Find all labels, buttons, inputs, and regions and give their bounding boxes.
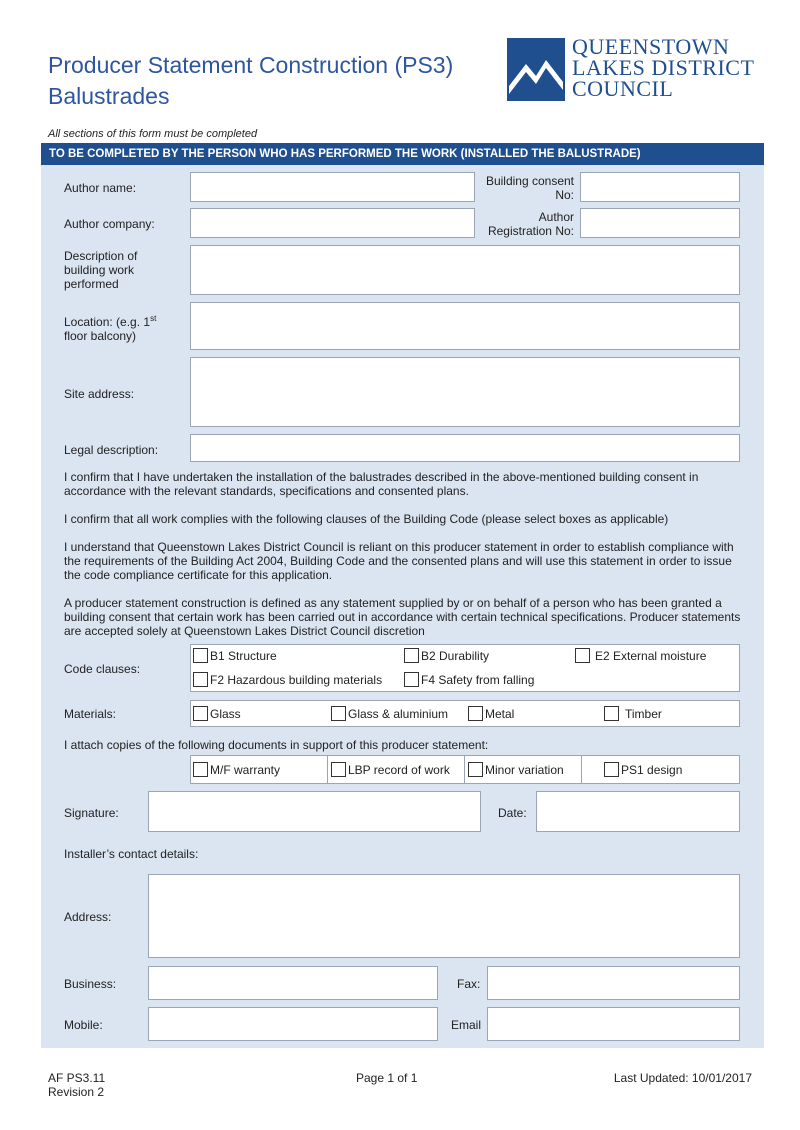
attach-minor-text: Minor variation	[485, 762, 564, 777]
material-metal-text: Metal	[485, 706, 515, 721]
address-input[interactable]	[148, 874, 740, 958]
completion-note: All sections of this form must be completed	[48, 128, 258, 140]
clause-e2-option[interactable]	[575, 648, 706, 663]
date-input[interactable]	[536, 791, 740, 832]
attach-ps1-text: PS1 design	[621, 762, 683, 777]
attach-mf-text: M/F warranty	[210, 762, 281, 777]
attachments-intro: I attach copies of the following documents in support of this producer statement:	[64, 738, 489, 752]
materials-label: Materials:	[64, 707, 117, 721]
page-title-line2: Balustrades	[48, 83, 170, 109]
page-number: Page 1 of 1	[356, 1071, 418, 1085]
material-metal-option[interactable]	[468, 706, 514, 721]
business-label: Business:	[64, 977, 117, 991]
author-registration-input[interactable]	[580, 208, 740, 238]
logo-text-line1: QUEENSTOWN	[572, 34, 730, 59]
fax-input[interactable]	[487, 966, 740, 1000]
date-label: Date:	[498, 806, 527, 820]
building-consent-label-line2: No:	[555, 188, 574, 202]
code-clauses-label: Code clauses:	[64, 662, 141, 676]
mobile-input[interactable]	[148, 1007, 438, 1041]
address-label: Address:	[64, 910, 112, 924]
form-code-text: AF PS3.11	[48, 1071, 106, 1085]
attach-mf-checkbox[interactable]	[193, 762, 208, 777]
building-consent-label	[474, 174, 574, 202]
clause-b1-option[interactable]	[193, 648, 277, 663]
material-glass-aluminium-checkbox[interactable]	[331, 706, 346, 721]
mobile-label: Mobile:	[64, 1018, 103, 1032]
material-metal-checkbox[interactable]	[468, 706, 483, 721]
signature-label: Signature:	[64, 806, 119, 820]
last-updated: Last Updated: 10/01/2017	[613, 1071, 752, 1085]
site-address-label: Site address:	[64, 387, 135, 401]
material-timber-text: Timber	[625, 706, 662, 721]
legal-description-input[interactable]	[190, 434, 740, 462]
material-glass-option[interactable]	[193, 706, 241, 721]
material-glass-text: Glass	[210, 706, 241, 721]
description-label	[64, 249, 137, 291]
statement-compliance: I confirm that all work complies with the following clauses of the Building Code (please select boxes as applicable)	[64, 512, 669, 526]
attach-ps1-option[interactable]	[604, 762, 682, 777]
attach-minor-checkbox[interactable]	[468, 762, 483, 777]
logo-text-line3: COUNCIL	[572, 76, 674, 101]
building-consent-input[interactable]	[580, 172, 740, 202]
clause-f4-option[interactable]	[404, 672, 534, 687]
logo-text-line2: LAKES DISTRICT	[572, 55, 755, 80]
statement-installation: I confirm that I have undertaken the installation of the balustrades described in the above-mentioned building consent in accordance with the relevant standards, specifications and consented plans.	[64, 470, 699, 498]
section-banner: TO BE COMPLETED BY THE PERSON WHO HAS PERFORMED THE WORK (INSTALLED THE BALUSTRADE)	[41, 143, 764, 165]
description-input[interactable]	[190, 245, 740, 295]
clause-b1-checkbox[interactable]	[193, 648, 208, 663]
description-label-line3: performed	[64, 277, 119, 291]
attach-lbp-text: LBP record of work	[348, 762, 450, 777]
clause-e2-checkbox[interactable]	[575, 648, 590, 663]
signature-input[interactable]	[148, 791, 481, 832]
page-title-line1: Producer Statement Construction (PS3)	[48, 52, 454, 78]
clause-b2-checkbox[interactable]	[404, 648, 419, 663]
clause-f2-option[interactable]	[193, 672, 382, 687]
attach-mf-option[interactable]	[193, 762, 280, 777]
location-label-prefix: Location: (e.g. 1	[64, 315, 151, 329]
council-logo	[506, 36, 756, 104]
material-glass-checkbox[interactable]	[193, 706, 208, 721]
location-input[interactable]	[190, 302, 740, 350]
building-consent-label-line1: Building consent	[485, 174, 574, 188]
form-code	[48, 1071, 105, 1099]
material-timber-option[interactable]	[604, 706, 662, 721]
revision-text: Revision 2	[48, 1085, 105, 1099]
location-label-sup: st	[150, 314, 157, 323]
clause-b1-text: B1 Structure	[210, 648, 277, 663]
location-label	[64, 312, 156, 343]
clause-f2-checkbox[interactable]	[193, 672, 208, 687]
business-input[interactable]	[148, 966, 438, 1000]
author-registration-label	[474, 210, 574, 238]
site-address-input[interactable]	[190, 357, 740, 427]
attach-ps1-checkbox[interactable]	[604, 762, 619, 777]
page-title	[48, 50, 453, 112]
clause-e2-text: E2 External moisture	[595, 648, 707, 663]
contact-details-label: Installer’s contact details:	[64, 847, 199, 861]
author-name-input[interactable]	[190, 172, 475, 202]
location-label-line2: floor balcony)	[64, 329, 137, 343]
author-registration-label-line1: Author	[538, 210, 574, 224]
clause-b2-option[interactable]	[404, 648, 489, 663]
author-name-label: Author name:	[64, 181, 137, 195]
clause-f4-text: F4 Safety from falling	[421, 672, 535, 687]
email-label: Email	[451, 1018, 482, 1032]
material-glass-aluminium-text: Glass & aluminium	[348, 706, 449, 721]
author-company-input[interactable]	[190, 208, 475, 238]
clause-f2-text: F2 Hazardous building materials	[210, 672, 383, 687]
author-company-label: Author company:	[64, 217, 155, 231]
description-label-line2: building work	[64, 263, 135, 277]
clause-b2-text: B2 Durability	[421, 648, 490, 663]
statement-reliance: I understand that Queenstown Lakes District Council is reliant on this producer statement in order to establish compliance with the requirements of the Building Act 2004, Building Code and the consented plans and will use this statement in order to issue the code compliance certificate for this application.	[64, 540, 734, 582]
email-input[interactable]	[487, 1007, 740, 1041]
description-label-line1: Description of	[64, 249, 138, 263]
legal-description-label: Legal description:	[64, 443, 159, 457]
material-timber-checkbox[interactable]	[604, 706, 619, 721]
author-registration-label-line2: Registration No:	[487, 224, 574, 238]
attach-lbp-checkbox[interactable]	[331, 762, 346, 777]
fax-label: Fax:	[457, 977, 481, 991]
statement-definition: A producer statement construction is defined as any statement supplied by or on behalf of a person who has been granted a building consent that certain work has been carried out in accordance with certain technical specifications. Producer statements are accepted solely at Queenstown Lakes District Council discretion	[64, 596, 741, 638]
attach-minor-option[interactable]	[468, 762, 564, 777]
material-glass-aluminium-option[interactable]	[331, 706, 448, 721]
attach-lbp-option[interactable]	[331, 762, 450, 777]
clause-f4-checkbox[interactable]	[404, 672, 419, 687]
